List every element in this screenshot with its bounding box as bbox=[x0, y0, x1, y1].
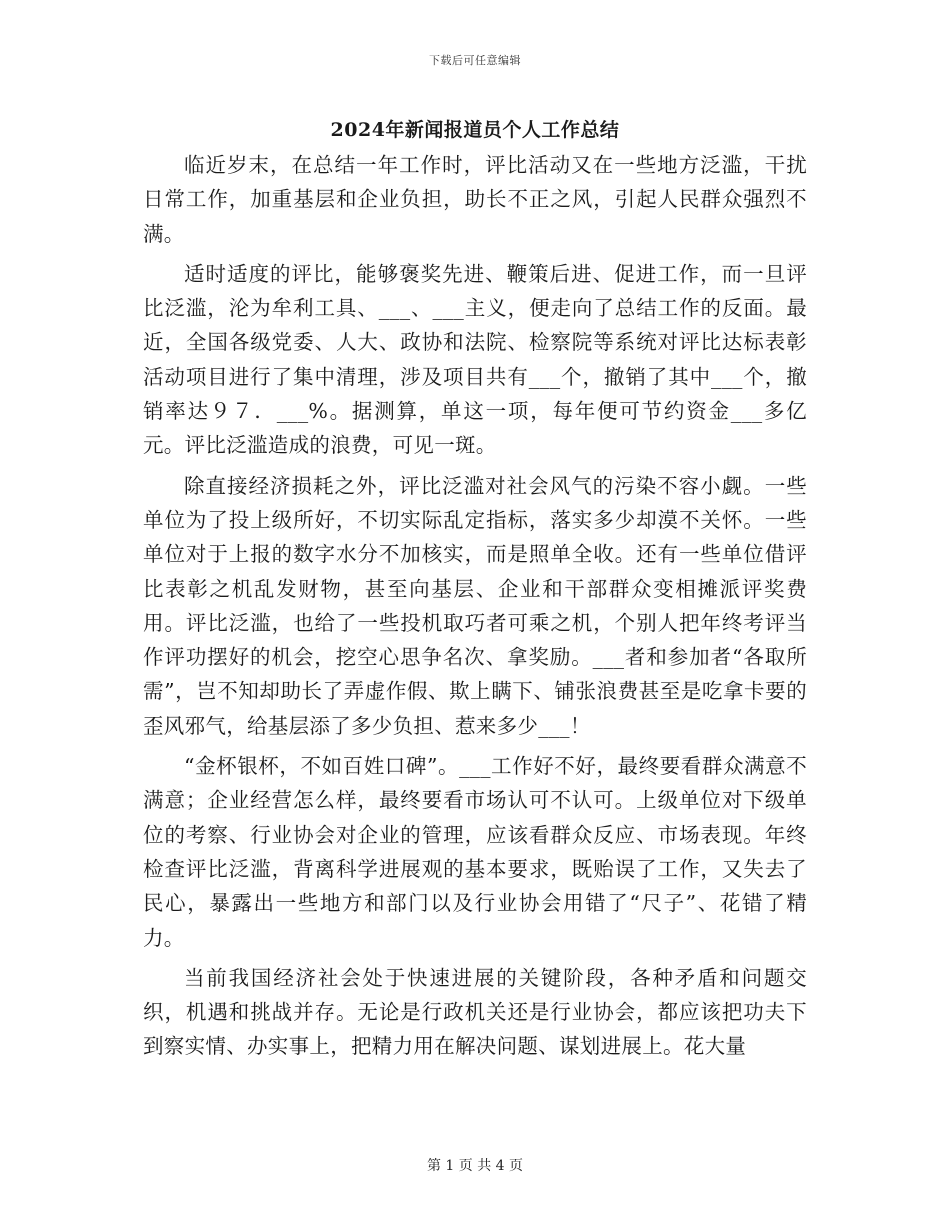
download-note: 下载后可任意编辑 bbox=[429, 54, 521, 67]
paragraph: 临近岁末，在总结一年工作时，评比活动又在一些地方泛滥，干扰日常工作，加重基层和企业负担，助长不正之风，引起人民群众强烈不满。 bbox=[143, 153, 807, 246]
paragraph: 适时适度的评比，能够褒奖先进、鞭策后进、促进工作，而一旦评比泛滥，沦为牟利工具、___、___主义，便走向了总结工作的反面。最近，全国各级党委、人大、政协和法院、检察院等系统对评比达标表彰活动项目进行了集中清理，涉及项目共有___个，撤销了其中___个，撤销率达９７．___%。据测算，单这一项，每年便可节约资金___多亿元。评比泛滥造成的浪费，可见一斑。 bbox=[143, 261, 807, 458]
document-body bbox=[143, 148, 807, 1070]
page-number: 第 1 页 共 4 页 bbox=[426, 1158, 524, 1174]
paragraph: 当前我国经济社会处于快速进展的关键阶段，各种矛盾和问题交织，机遇和挑战并存。无论是行政机关还是行业协会，都应该把功夫下到察实情、办实事上，把精力用在解决问题、谋划进展上。花大量 bbox=[143, 965, 807, 1059]
paragraph: 除直接经济损耗之外，评比泛滥对社会风气的污染不容小觑。一些单位为了投上级所好，不切实际乱定指标，落实多少却漠不关怀。一些单位对于上报的数字水分不加核实，而是照单全收。还有一些单位借评比表彰之机乱发财物，甚至向基层、企业和干部群众变相摊派评奖费用。评比泛滥，也给了一些投机取巧者可乘之机，个别人把年终考评当作评功摆好的机会，挖空心思争名次、拿奖励。___者和参加者“各取所需”，岂不知却助长了弄虚作假、欺上瞒下、铺张浪费甚至是吃拿卡要的歪风邪气，给基层添了多少负担、惹来多少___！ bbox=[143, 473, 807, 738]
paragraph: “金杯银杯，不如百姓口碑”。___工作好不好，最终要看群众满意不满意；企业经营怎么样，最终要看市场认可不认可。上级单位对下级单位的考察、行业协会对企业的管理，应该看群众反应、市场表现。年终检查评比泛滥，背离科学进展观的基本要求，既贻误了工作，又失去了民心，暴露出一些地方和部门以及行业协会用错了“尺子”、花错了精力。 bbox=[143, 754, 807, 950]
document-title: 2024年新闻报道员个人工作总结 bbox=[330, 119, 620, 141]
